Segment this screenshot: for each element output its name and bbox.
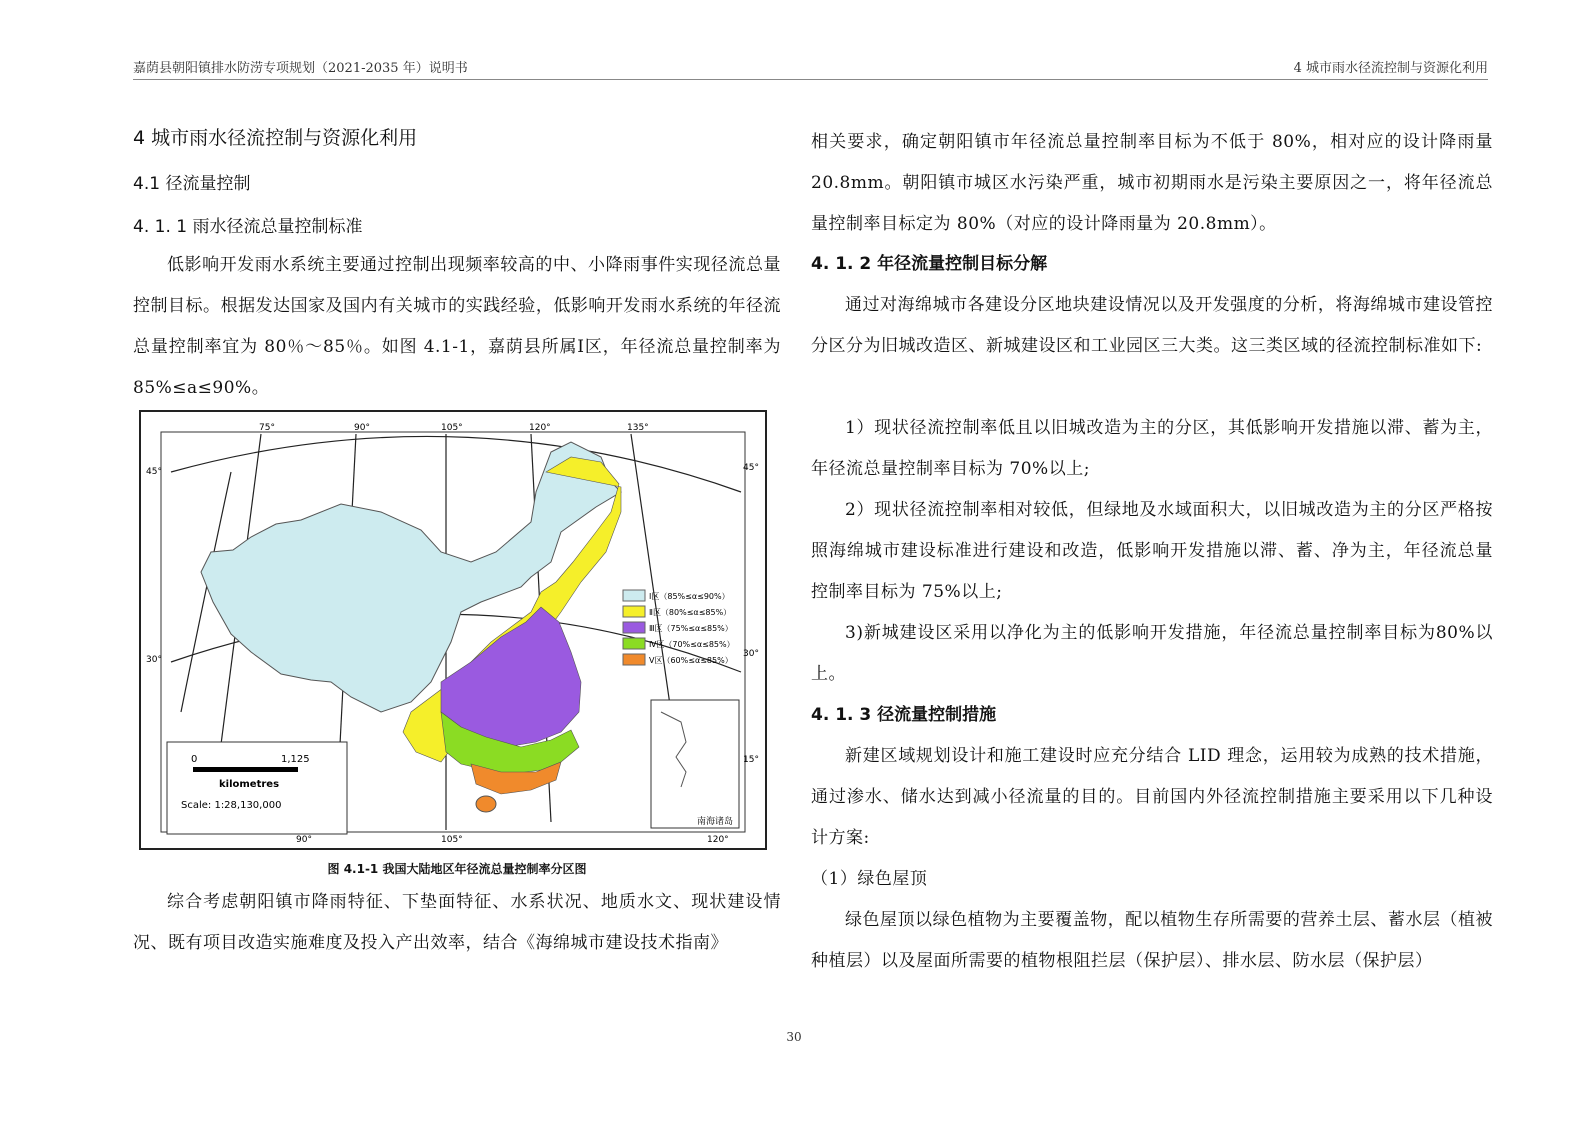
page-number: 30 bbox=[786, 1030, 802, 1044]
paragraph-green-roof: 绿色屋顶以绿色植物为主要覆盖物，配以植物生存所需要的营养土层、蓄水层（植被种植层）以及屋面所需要的植物根阻拦层（保护层）、排水层、防水层（保护层） bbox=[811, 910, 1493, 971]
legend-swatch-zone-1 bbox=[623, 590, 645, 601]
lon-label-bottom: 105° bbox=[441, 835, 463, 845]
legend-swatch-zone-4 bbox=[623, 638, 645, 649]
subsection-heading-412: 4. 1. 2 年径流量控制目标分解 bbox=[811, 254, 1048, 274]
subsection-heading: 4. 1. 1 雨水径流总量控制标准 bbox=[133, 217, 363, 237]
zoning-map bbox=[141, 412, 765, 848]
legend-label: Ⅳ区（70%≤α≤85%） bbox=[649, 640, 735, 649]
south-china-sea-inset bbox=[651, 700, 739, 828]
chapter-heading: 4 城市雨水径流控制与资源化利用 bbox=[133, 127, 418, 149]
lon-label-top: 75° bbox=[259, 423, 275, 433]
lon-label-top: 120° bbox=[529, 423, 551, 433]
paragraph-continued: 相关要求，确定朝阳镇市年径流总量控制率目标为不低于 80%，相对应的设计降雨量 20.8mm。朝阳镇市城区水污染严重，城市初期雨水是污染主要原因之一，将年径流总量控制率目标定为 80%（对应的设计降雨量为 20.8mm）。 bbox=[811, 132, 1493, 234]
inset-label: 南海诸岛 bbox=[697, 817, 734, 827]
legend-label: Ⅰ区（85%≤α≤90%） bbox=[649, 592, 730, 601]
list-item-1: 1）现状径流控制率低且以旧城改造为主的分区，其低影响开发措施以滞、蓄为主，年径流总量控制率目标为 70%以上; bbox=[811, 418, 1493, 479]
legend-label: Ⅴ区（60%≤α≤85%） bbox=[649, 656, 733, 665]
legend-swatch-zone-3 bbox=[623, 622, 645, 633]
lon-label-top: 90° bbox=[354, 423, 370, 433]
lon-label-bottom: 90° bbox=[296, 835, 312, 845]
legend-label: Ⅱ区（80%≤α≤85%） bbox=[649, 608, 732, 617]
header-rule bbox=[133, 79, 1488, 80]
scale-unit-label: kilometres bbox=[219, 779, 280, 790]
legend-swatch-zone-5 bbox=[623, 654, 645, 665]
paragraph-413: 新建区域规划设计和施工建设时应充分结合 LID 理念，运用较为成熟的技术措施，通过渗水、储水达到减小径流量的目的。目前国内外径流控制措施主要采用以下几种设计方案: bbox=[811, 746, 1493, 848]
paragraph-comprehensive: 综合考虑朝阳镇市降雨特征、下垫面特征、水系状况、地质水文、现状建设情况、既有项目改造实施难度及投入产出效率，结合《海绵城市建设技术指南》 bbox=[133, 892, 781, 953]
lon-label-top: 135° bbox=[627, 423, 649, 433]
subheading-green-roof: （1）绿色屋顶 bbox=[811, 869, 928, 889]
scale-ratio-label: Scale: 1:28,130,000 bbox=[181, 800, 282, 811]
lon-label-top: 105° bbox=[441, 423, 463, 433]
figure-caption: 图 4.1-1 我国大陆地区年径流总量控制率分区图 bbox=[327, 862, 587, 876]
subsection-heading-413: 4. 1. 3 径流量控制措施 bbox=[811, 705, 997, 725]
scale-bar-graphic bbox=[193, 767, 298, 772]
paragraph-412: 通过对海绵城市各建设分区地块建设情况以及开发强度的分析，将海绵城市建设管控分区分为旧城改造区、新城建设区和工业园区三大类。这三类区域的径流控制标准如下: bbox=[811, 295, 1493, 356]
section-heading: 4.1 径流量控制 bbox=[133, 174, 251, 194]
lon-label-bottom: 120° bbox=[707, 835, 729, 845]
legend-swatch-zone-2 bbox=[623, 606, 645, 617]
scale-start-label: 0 bbox=[191, 754, 198, 765]
list-item-3: 3)新城建设区采用以净化为主的低影响开发措施，年径流总量控制率目标为80%以上。 bbox=[811, 623, 1493, 684]
scale-bar bbox=[167, 742, 347, 834]
legend-label: Ⅲ区（75%≤α≤85%） bbox=[649, 624, 733, 633]
lat-label-left: 30° bbox=[146, 655, 162, 665]
lat-label-right: 45° bbox=[743, 463, 759, 473]
paragraph-standard: 低影响开发雨水系统主要通过控制出现频率较高的中、小降雨事件实现径流总量控制目标。根据发达国家及国内有关城市的实践经验，低影响开发雨水系统的年径流总量控制率宜为 80％～85％。如图 4.1-1，嘉荫县所属Ⅰ区，年径流总量控制率为 85%≤a≤90%。 bbox=[133, 255, 781, 398]
running-header-right: 4 城市雨水径流控制与资源化利用 bbox=[1293, 61, 1488, 76]
scale-end-label: 1,125 bbox=[281, 754, 310, 765]
running-header-left: 嘉荫县朝阳镇排水防涝专项规划（2021-2035 年）说明书 bbox=[133, 61, 468, 76]
inset-frame bbox=[651, 700, 739, 828]
lat-label-left: 45° bbox=[146, 467, 162, 477]
lat-label-right: 15° bbox=[743, 755, 759, 765]
lat-label-right: 30° bbox=[743, 649, 759, 659]
list-item-2: 2）现状径流控制率相对较低，但绿地及水域面积大，以旧城改造为主的分区严格按照海绵城市建设标准进行建设和改造，低影响开发措施以滞、蓄、净为主，年径流总量控制率目标为 75%以上; bbox=[811, 500, 1493, 602]
zoning-map-figure bbox=[139, 410, 767, 850]
hainan-island bbox=[476, 796, 496, 812]
